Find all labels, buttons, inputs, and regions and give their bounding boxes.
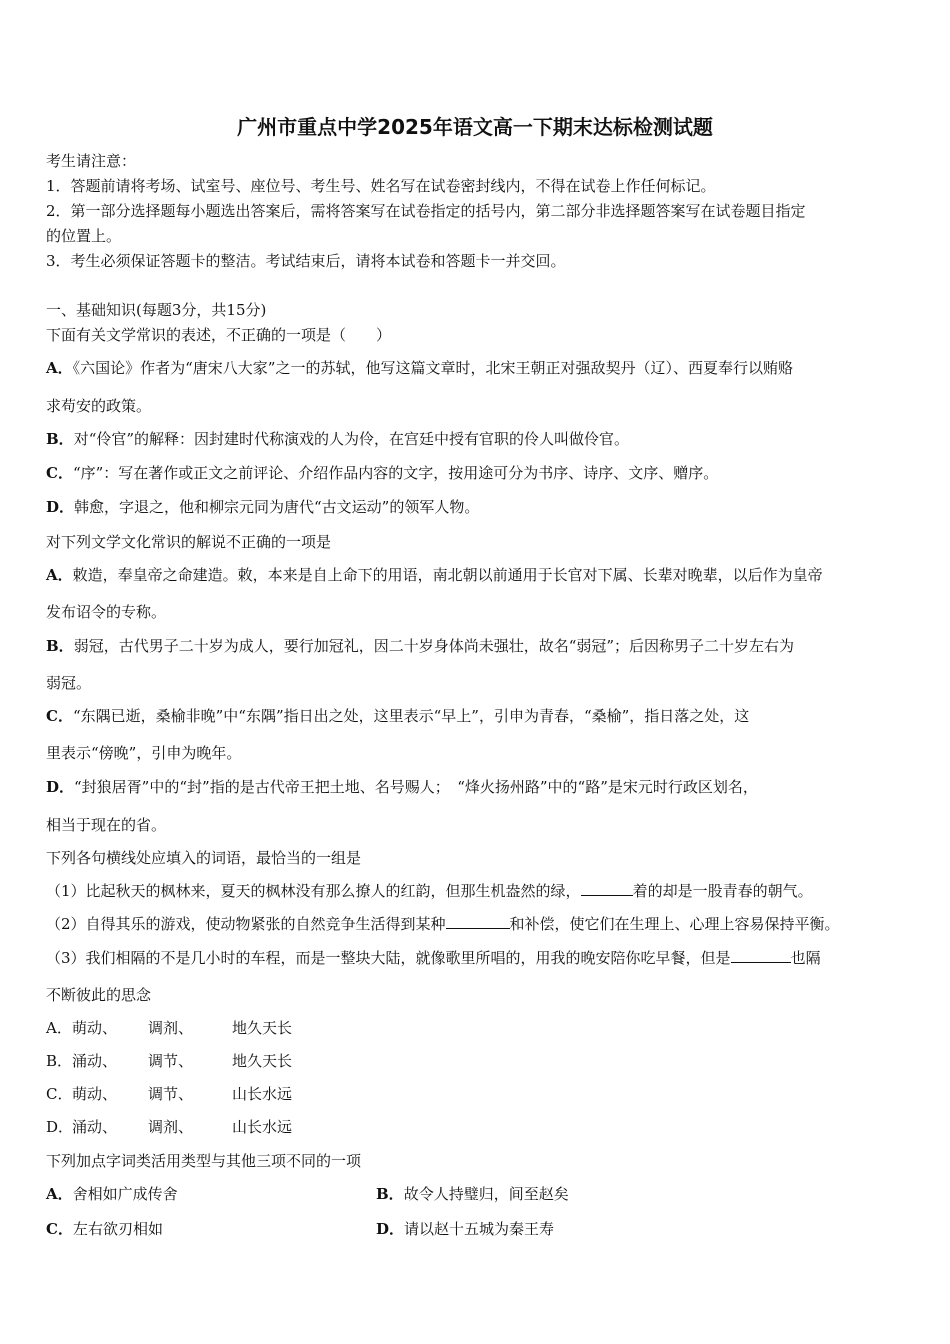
- q1-a-label: A．: [46, 359, 73, 377]
- q2-option-d: [46, 777, 758, 797]
- notice-item-1: 1．答题前请将考场、试室号、座位号、考生号、姓名写在试卷密封线内，不得在试卷上作任何标记。: [46, 177, 716, 195]
- q1-option-a-cont: 求苟安的政策。: [46, 397, 152, 415]
- q3-s2-after: 和补偿，使它们在生理上、心理上容易保持平衡。: [509, 915, 840, 933]
- q2-a-label: A．: [46, 566, 73, 584]
- q3-a-word1: 萌动、: [72, 1019, 118, 1037]
- section-heading: 一、基础知识(每题3分，共15分): [46, 301, 267, 319]
- q3-s1-before: （1）比起秋天的枫林来，夏天的枫林没有那么撩人的红韵，但那生机盎然的绿，: [46, 882, 581, 900]
- q3-b-label: B．: [46, 1052, 73, 1070]
- q3-stem: 下列各句横线处应填入的词语，最恰当的一组是: [46, 849, 362, 867]
- q4-option-a: [46, 1184, 178, 1204]
- q2-a-text: 敕造，奉皇帝之命建造。敕，本来是自上命下的用语，南北朝以前通用于长官对下属、长辈对晚辈，以后作为皇帝: [72, 566, 823, 584]
- q3-d-label: D．: [46, 1118, 74, 1136]
- q4-option-d: [376, 1219, 554, 1239]
- q3-d-word1: 涌动、: [72, 1118, 118, 1136]
- q3-a-word3: 地久天长: [232, 1019, 293, 1037]
- q3-option-c: [46, 1084, 292, 1104]
- q2-b-label: B．: [46, 637, 74, 655]
- q3-a-word2: 调剂、: [148, 1019, 194, 1037]
- q2-option-d-cont: 相当于现在的省。: [46, 816, 167, 834]
- notice-item-2: 2．第一部分选择题每小题选出答案后，需将答案写在试卷指定的括号内，第二部分非选择题答案写在试卷题目指定: [46, 202, 806, 220]
- q2-option-a-cont: 发布诏令的专称。: [46, 603, 167, 621]
- q3-option-b: [46, 1051, 292, 1071]
- q4-stem: 下列加点字词类活用类型与其他三项不同的一项: [46, 1152, 362, 1170]
- q4-d-text: 请以赵十五城为秦王寿: [404, 1220, 555, 1238]
- q2-option-c-cont: 里表示“傍晚”，引申为晚年。: [46, 744, 242, 762]
- q3-s3-before: （3）我们相隔的不是几小时的车程，而是一整块大陆，就像歌里所唱的，用我的晚安陪你吃早餐，但是: [46, 949, 731, 967]
- q3-c-word1: 萌动、: [72, 1085, 118, 1103]
- q4-a-label: A．: [46, 1185, 73, 1203]
- q3-blank-2: [446, 914, 510, 929]
- q2-option-b: [46, 636, 794, 656]
- q1-b-label: B．: [46, 430, 74, 448]
- q2-stem: 对下列文学文化常识的解说不正确的一项是: [46, 533, 332, 551]
- q3-c-word2: 调节、: [148, 1085, 194, 1103]
- q3-s1-after: 着的却是一股青春的朝气。: [632, 882, 813, 900]
- q3-blank-3: [731, 948, 791, 963]
- q1-option-d: [46, 497, 479, 517]
- q4-b-text: 故令人持璧归，间至赵矣: [403, 1185, 569, 1203]
- q3-d-word3: 山长水远: [232, 1118, 293, 1136]
- q1-stem: 下面有关文学常识的表述，不正确的一项是（ ）: [46, 326, 392, 344]
- q2-option-c: [46, 706, 749, 726]
- q3-sentence-3-cont: 不断彼此的思念: [46, 986, 152, 1004]
- q3-blank-1: [581, 881, 633, 896]
- q1-a-text: 《六国论》作者为“唐宋八大家”之一的苏轼，他写这篇文章时，北宋王朝正对强敌契丹（辽）、西夏奉行以贿赂: [72, 359, 793, 377]
- q1-d-label: D．: [46, 498, 75, 516]
- q2-d-text: “封狼居胥”中的“封”指的是古代帝王把土地、名号赐人； “烽火扬州路”中的“路”是宋元时行政区划名，: [74, 778, 758, 796]
- q2-d-label: D．: [46, 778, 75, 796]
- q1-c-label: C．: [46, 464, 73, 482]
- q3-b-word3: 地久天长: [232, 1052, 293, 1070]
- q4-option-b: [376, 1184, 569, 1204]
- q3-option-d: [46, 1117, 292, 1137]
- q2-option-b-cont: 弱冠。: [46, 674, 92, 692]
- q1-d-text: 韩愈，字退之，他和柳宗元同为唐代“古文运动”的领军人物。: [74, 498, 480, 516]
- q1-option-c: [46, 463, 718, 483]
- q2-b-text: 弱冠，古代男子二十岁为成人，要行加冠礼，因二十岁身体尚未强壮，故名“弱冠”；后因称男子二十岁左右为: [73, 637, 795, 655]
- q4-d-label: D．: [376, 1220, 405, 1238]
- q2-option-a: [46, 565, 823, 585]
- q3-b-word2: 调节、: [148, 1052, 194, 1070]
- q4-c-label: C．: [46, 1220, 73, 1238]
- q2-c-text: “东隅已逝，桑榆非晚”中“东隅”指日出之处，这里表示“早上”，引申为青春，“桑榆”，指日落之处，这: [72, 707, 750, 725]
- q3-d-word2: 调剂、: [148, 1118, 194, 1136]
- q3-s2-before: （2）自得其乐的游戏，使动物紧张的自然竞争生活得到某种: [46, 915, 446, 933]
- q3-sentence-2: [46, 914, 840, 934]
- q4-c-text: 左右欲刃相如: [72, 1220, 163, 1238]
- q1-c-text: “序”：写在著作或正文之前评论、介绍作品内容的文字，按用途可分为书序、诗序、文序、赠序。: [72, 464, 719, 482]
- q3-c-label: C．: [46, 1085, 73, 1103]
- q4-option-c: [46, 1219, 163, 1239]
- q4-a-text: 舍相如广成传舍: [72, 1185, 178, 1203]
- q1-b-text: 对“伶官”的解释：因封建时代称演戏的人为伶，在宫廷中授有官职的伶人叫做伶官。: [73, 430, 630, 448]
- notice-heading: 考生请注意：: [46, 152, 137, 170]
- q1-option-b: [46, 429, 629, 449]
- q3-sentence-3: [46, 948, 821, 968]
- q3-sentence-1: [46, 881, 813, 901]
- q3-a-label: A．: [46, 1019, 72, 1037]
- q3-s3-after: 也隔: [790, 949, 821, 967]
- notice-item-2-cont: 的位置上。: [46, 227, 122, 245]
- q1-option-a: [46, 358, 793, 378]
- exam-title: 广州市重点中学2025年语文高一下期末达标检测试题: [237, 115, 713, 139]
- notice-item-3: 3．考生必须保证答题卡的整洁。考试结束后，请将本试卷和答题卡一并交回。: [46, 252, 566, 270]
- q2-c-label: C．: [46, 707, 73, 725]
- q4-b-label: B．: [376, 1185, 404, 1203]
- q3-c-word3: 山长水远: [232, 1085, 293, 1103]
- q3-b-word1: 涌动、: [72, 1052, 118, 1070]
- q3-option-a: [46, 1018, 292, 1038]
